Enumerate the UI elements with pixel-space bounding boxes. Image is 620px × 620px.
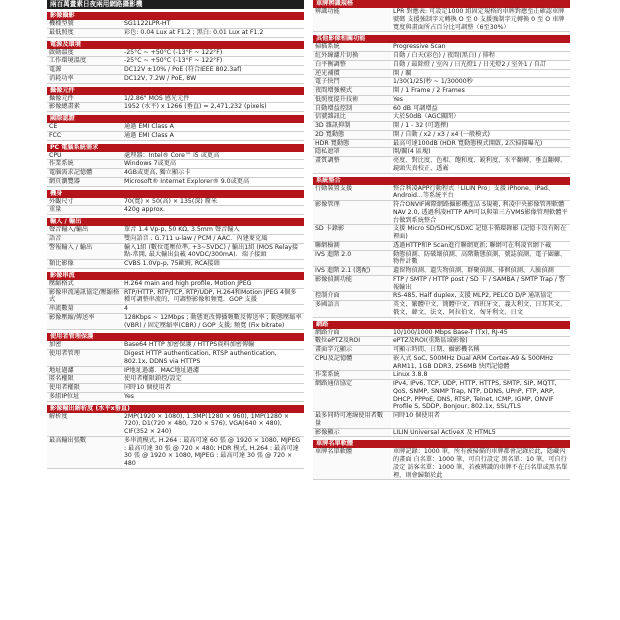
spec-label: 工作環境溫度 bbox=[47, 57, 122, 65]
spec-section bbox=[313, 321, 570, 438]
spec-section bbox=[47, 12, 304, 38]
section-header: 機身 bbox=[47, 190, 304, 198]
spec-row bbox=[47, 123, 304, 132]
spec-section bbox=[313, 35, 570, 173]
spec-value: RS-485, Half duplex, 支援 MLP2, PELCO D/P 通訊協定 bbox=[393, 292, 553, 300]
spec-label: 語音 bbox=[47, 235, 122, 243]
spec-value: DC12V ±10% / PoE (符合IEEE 802.3af) bbox=[124, 66, 242, 73]
spec-label: 最高輸出張數 bbox=[47, 437, 122, 468]
spec-value: -25°C ~ +50°C (-13°F ~ 122°F) bbox=[124, 48, 223, 56]
spec-label: 控制介面 bbox=[313, 292, 391, 300]
spec-label: 影像壓縮/傳送率 bbox=[47, 314, 122, 330]
spec-label: IVS 進階 2.1 (選配) bbox=[313, 267, 391, 275]
section-header: 車牌辨識規格 bbox=[313, 0, 570, 8]
spec-row bbox=[47, 29, 304, 38]
spec-row bbox=[313, 78, 570, 87]
spec-row bbox=[47, 66, 304, 75]
spec-row bbox=[313, 225, 570, 242]
section-header: 影像攝影 bbox=[47, 12, 304, 20]
spec-label: 地址過濾 bbox=[47, 367, 122, 375]
spec-label: 匿名權限 bbox=[47, 375, 122, 383]
spec-label: 重量 bbox=[47, 206, 122, 214]
spec-label: 辨識功能 bbox=[313, 8, 391, 31]
spec-row bbox=[313, 448, 570, 480]
spec-value: ePTZ及ROI(重點區域影像) bbox=[393, 337, 468, 345]
spec-label: 使用者管理 bbox=[47, 350, 122, 366]
spec-value: 車牌記錄：1000 筆，所有被掃描的車牌都會記錄於此，隱藏內的畫面 白名單：1000 筆，可自行設定 黑名單：10 筆，可自行設定 訪客名單：1000 筆，若被辨識的車牌不在白名單或黑名單裡，則會歸類於此 bbox=[393, 448, 568, 479]
spec-row bbox=[313, 157, 570, 174]
spec-value: 同時10 個使用者 bbox=[124, 384, 171, 391]
spec-row bbox=[47, 393, 304, 402]
spec-value: Base64 HTTP 加密保護 / HTTPS資料加密傳輸 bbox=[124, 341, 255, 349]
spec-value: 10/100/1000 Mbps Base-T (Tx), RJ-45 bbox=[393, 328, 508, 336]
spec-row bbox=[47, 95, 304, 104]
spec-label: 影像串流通訊協定/壓縮格式 bbox=[47, 289, 122, 305]
section-header: 系統整合 bbox=[313, 177, 570, 185]
spec-value: 4 bbox=[124, 305, 128, 312]
spec-label: 車牌名單軟體 bbox=[313, 448, 391, 479]
section-header: 影像輸出解析度 (水平x垂直) bbox=[47, 405, 304, 413]
spec-label: 3D 雜訊抑制 bbox=[313, 122, 391, 130]
left-column bbox=[47, 0, 304, 469]
spec-label: 使用者權限 bbox=[47, 384, 122, 392]
spec-row bbox=[47, 305, 304, 314]
spec-label: 網路通信協定 bbox=[313, 380, 391, 411]
spec-row bbox=[313, 355, 570, 372]
spec-value: 雙向語音 . G.711 u-law / PCM / AAC．內建麥克風 bbox=[124, 234, 268, 242]
spec-value: 大於50dB（AGC關閉） bbox=[393, 113, 460, 121]
spec-value: 可顯示時間、日期、攝影機名稱 bbox=[393, 346, 480, 353]
spec-value: 最高可達100dB (HDR 寬動態模式開啟, 2次掃描曝光) bbox=[393, 139, 543, 147]
spec-row bbox=[313, 105, 570, 114]
spec-row bbox=[47, 103, 304, 112]
spec-row bbox=[47, 152, 304, 161]
spec-label: 夜間增強模式 bbox=[313, 87, 391, 95]
spec-row bbox=[47, 341, 304, 350]
spec-value: Linux 3.8.8 bbox=[393, 371, 428, 379]
section-header: PC 電腦系統需求 bbox=[47, 144, 304, 152]
spec-value: 1952 (水平) x 1266 (垂直) = 2,471,232 (pixels) bbox=[124, 103, 267, 111]
spec-section bbox=[313, 0, 570, 32]
spec-value: 通過 EMI Class A bbox=[124, 131, 174, 139]
spec-value: 動態偵測、防破壞偵測、高階動態偵測、號誌偵測、電子圍籬、物件計數 bbox=[393, 250, 567, 266]
spec-value: IP地址過濾．MAC地址過濾 bbox=[124, 366, 200, 374]
spec-label: CPU及記憶體 bbox=[313, 355, 391, 371]
spec-row bbox=[47, 20, 304, 29]
spec-row bbox=[313, 346, 570, 355]
spec-label: 掃描系統 bbox=[313, 43, 391, 51]
spec-label: 電腦需求記憶體 bbox=[47, 169, 122, 177]
spec-row bbox=[313, 251, 570, 268]
spec-row bbox=[47, 206, 304, 215]
spec-label: 隱私遮罩 bbox=[313, 148, 391, 156]
spec-label: 畫面字元顯示 bbox=[313, 346, 391, 354]
spec-label: 啟動溫度 bbox=[47, 49, 122, 57]
spec-value: 自動 / 最除燈 / 室內 / 日光燈1 / 日光燈2 / 室外1 / 自訂 bbox=[393, 60, 547, 68]
left-spec-sections bbox=[47, 12, 304, 469]
spec-value: LPR 對應表: 可設定1000 組固定規格的車牌對應至正確認車牌號碼 支援強制字元轉換 O 至 0 支援強制字元轉換 0 至 O 車牌寬度與畫面所占百分比可調整（6至30%） bbox=[393, 8, 565, 31]
spec-row bbox=[47, 244, 304, 261]
spec-value: 1/2.86" MOS 感光元件 bbox=[124, 94, 190, 102]
spec-section bbox=[313, 177, 570, 318]
right-column bbox=[313, 0, 570, 480]
spec-value: 處理器：Intel® Core™ i5 或更高 bbox=[124, 151, 220, 159]
spec-label: 解析度 bbox=[47, 413, 122, 436]
spec-label: 白平衡調整 bbox=[313, 61, 391, 69]
spec-label: 低照度提升技術 bbox=[313, 96, 391, 104]
page-title: 兩百萬畫素日夜兩用網路攝影機 bbox=[47, 0, 304, 9]
spec-label: 影像顯示 bbox=[313, 429, 391, 437]
spec-value: Windows 7或更高 bbox=[124, 160, 177, 168]
spec-label: 消耗功率 bbox=[47, 75, 122, 83]
spec-label: 類比影像 bbox=[47, 260, 122, 268]
spec-value: -25°C ~ +50°C (-13°F ~ 122°F) bbox=[124, 57, 223, 65]
spec-row bbox=[47, 49, 304, 58]
spec-label: 電源 bbox=[47, 66, 122, 74]
spec-value: 開 / 1 - 32 (可選擇) bbox=[393, 122, 449, 129]
spec-row bbox=[47, 57, 304, 66]
spec-label: 行動裝置支援 bbox=[313, 185, 391, 201]
spec-row bbox=[313, 337, 570, 346]
spec-row bbox=[313, 140, 570, 149]
spec-value: 符合ONVIF國際網路攝影機產品 S規範, 利凌中央影像管理軟體 NAV 2.0, 透過利凌HTTP API可以與第三方VMS影像管理軟體平台做到系統整合 bbox=[393, 201, 568, 224]
spec-value: FTP / SMTP / HTTP post / SD 卡 / SAMBA / SMTP Trap / 警報輸出 bbox=[393, 275, 566, 291]
spec-row bbox=[313, 371, 570, 380]
spec-value: 自動 / 白天(彩色) / 夜間(黑白) / 排程 bbox=[393, 52, 495, 59]
spec-row bbox=[313, 380, 570, 412]
spec-label: 聲音輸入/輸出 bbox=[47, 226, 122, 234]
spec-row bbox=[313, 43, 570, 52]
right-spec-sections bbox=[313, 0, 570, 480]
spec-label: SD 卡錄影 bbox=[313, 225, 391, 241]
spec-row bbox=[313, 242, 570, 251]
spec-label: 多組IP位址 bbox=[47, 393, 122, 401]
spec-label: 網路介面 bbox=[313, 329, 391, 337]
spec-label: CE bbox=[47, 123, 122, 131]
spec-label: 警報輸入 / 輸出 bbox=[47, 244, 122, 260]
spec-row bbox=[313, 185, 570, 202]
spec-section bbox=[47, 41, 304, 84]
spec-value: 亮度、對比度、色相、飽和度、銳利度、水平翻轉、垂直翻轉、鏡頭失真校正、透霧 bbox=[393, 157, 567, 172]
spec-label: 最多同時可連線使用者數量 bbox=[313, 412, 391, 428]
spec-row bbox=[47, 375, 304, 384]
spec-section bbox=[47, 272, 304, 331]
spec-value: 2MP(1920 × 1080), 1.3MP(1280 × 960), 1MP(1280 × 720), D1(720 × 480, 720 × 576), VGA(640 × 480), CIF(352 × 240) bbox=[124, 412, 290, 435]
spec-section bbox=[47, 144, 304, 187]
spec-value: IPv4, IPv6, TCP, UDP, HTTP, HTTPS, SMTP, SIP, MQTT, QoS, SNMP, SNMP Trap, NTP, DDNS, UPnP, FTP, ARP, DHCP, PPPoE, DNS, RTSP, Telnet, ICMP, IGMP, ONVIF Profile S, SDDP, Bonjour, 802.1x, SSL/TLS bbox=[393, 380, 557, 411]
spec-label: 外觀尺寸 bbox=[47, 198, 122, 206]
section-header: 攝像元件 bbox=[47, 87, 304, 95]
spec-value: 輸入1組 (數位電壓位準, +3~5VDC) / 輸出1組 (MOS Relay接點-常開, 最大輸出負載 40VDC/300mA)．端子接頭 bbox=[124, 243, 299, 259]
spec-value: H.264 main and high profile, Motion JPEG bbox=[124, 279, 252, 287]
section-header: 國際認證 bbox=[47, 115, 304, 123]
spec-value: 128Kbps ~ 12Mbps ; 動態更改傳播頻數及傳送率 ; 動態壓縮率(VBR) / 固定壓縮率(CBR) / GOP 支援; 頻寬 (Fix bitrate) bbox=[124, 313, 302, 329]
spec-row bbox=[47, 384, 304, 393]
spec-label: 紅外線濾片切換 bbox=[313, 52, 391, 60]
spec-value: 使用者權限鎖控/設定 bbox=[124, 375, 182, 383]
spec-value: 開 / 自動 / x2 / x3 / x4 (一般模式) bbox=[393, 130, 490, 138]
spec-row bbox=[313, 148, 570, 157]
spec-value: 420g approx. bbox=[124, 206, 165, 214]
spec-row bbox=[47, 289, 304, 306]
spec-label: 最低照度 bbox=[47, 29, 122, 37]
spec-row bbox=[47, 226, 304, 235]
spec-value: 通過 EMI Class A bbox=[124, 123, 174, 130]
spec-label: 2D 寬動態 bbox=[313, 131, 391, 139]
spec-label: 影像管理 bbox=[313, 201, 391, 224]
spec-section bbox=[47, 115, 304, 141]
spec-value: 多串流模式, H.264 : 最高可達 60 張 @ 1920 × 1080, MJPEG : 最高可達 30 張 @ 720 × 480; HDR 模式, H.264 : 最高可達 30 張 @ 1920 × 1080, MJPEG : 最高可達 30 張 @ 720 × 480 bbox=[124, 436, 301, 467]
spec-label: 多國語言 bbox=[313, 301, 391, 317]
spec-value: Microsoft® Internet Explorer® 9.0或更高 bbox=[124, 177, 250, 185]
spec-value: 透過HTTP和P Scan進行聯網更新; 聯網可在利凌官網下載 bbox=[393, 241, 552, 249]
spec-row bbox=[313, 201, 570, 225]
spec-label: 加密 bbox=[47, 341, 122, 349]
spec-value: 1/30(1/25)秒 ~ 1/30000秒 bbox=[393, 78, 473, 86]
spec-label: 作業系統 bbox=[47, 160, 122, 168]
spec-row bbox=[47, 260, 304, 269]
spec-row bbox=[47, 169, 304, 178]
section-header: 電源及環境 bbox=[47, 41, 304, 49]
spec-value: Progressive Scan bbox=[393, 43, 446, 51]
spec-row bbox=[47, 198, 304, 207]
spec-label: 影像總畫素 bbox=[47, 103, 122, 111]
spec-row bbox=[47, 160, 304, 169]
spec-section bbox=[47, 333, 304, 401]
spec-row bbox=[313, 122, 570, 131]
spec-label: 逆光補償 bbox=[313, 70, 391, 78]
spec-value: 單音 1.4 Vp-p, 50 KΩ, 3.5mm 聲音輸入 bbox=[124, 226, 240, 233]
spec-row bbox=[313, 70, 570, 79]
spec-label: 網頁瀏覽器 bbox=[47, 178, 122, 186]
spec-section bbox=[313, 440, 570, 480]
spec-row bbox=[313, 8, 570, 32]
section-header: 輸入 / 輸出 bbox=[47, 218, 304, 226]
spec-label: 串流數量 bbox=[47, 305, 122, 313]
spec-row bbox=[47, 314, 304, 331]
spec-value: 60 dB 可調增益 bbox=[393, 104, 438, 112]
spec-row bbox=[313, 61, 570, 70]
section-header: 車牌名單軟體 bbox=[313, 440, 570, 448]
spec-value: 遺留物偵測、遺失物偵測、群聚偵測、徘徊偵測、人臉偵測 bbox=[393, 267, 554, 274]
spec-row bbox=[313, 113, 570, 122]
spec-label: 畫質調整 bbox=[313, 157, 391, 173]
spec-label: CPU bbox=[47, 152, 122, 160]
section-header: 影像串流 bbox=[47, 272, 304, 280]
spec-value: 開 / 關 bbox=[393, 69, 412, 77]
spec-value: 同時10 個使用者 bbox=[393, 412, 440, 419]
spec-value: 彩色: 0.04 Lux at F1.2 ; 黑白: 0.01 Lux at F1.2 bbox=[124, 28, 264, 36]
spec-value: 4GB或更高, 獨立顯示卡 bbox=[124, 169, 191, 176]
spec-label: 數位ePTZ及ROI bbox=[313, 337, 391, 345]
spec-label: 自動增益控制 bbox=[313, 105, 391, 113]
spec-value: LILIN Universal ActiveX 及 HTML5 bbox=[393, 428, 496, 436]
spec-value: 支援 Micro SD/SDHC/SDXC 記憶卡循環錄影 (記憶卡沒有附在裡面) bbox=[393, 225, 567, 240]
spec-value: 英文、繁體中文、簡體中文、西班牙文、義大利文、日耳其文、俄文、韓文、法文、阿拉伯文、匈牙利文、日文 bbox=[393, 301, 567, 316]
spec-label: 聯網檢測 bbox=[313, 242, 391, 250]
spec-label: IVS 進階 2.0 bbox=[313, 251, 391, 267]
spec-row bbox=[313, 52, 570, 61]
spec-row bbox=[313, 87, 570, 96]
spec-row bbox=[313, 292, 570, 301]
spec-row bbox=[313, 131, 570, 140]
spec-label: 信號雜訊比 bbox=[313, 113, 391, 121]
spec-value: 開/關(4 區塊) bbox=[393, 148, 431, 156]
spec-row bbox=[313, 267, 570, 276]
spec-value: CVBS 1.0Vp-p, 75歐姆, RCA接頭 bbox=[124, 260, 220, 267]
section-header: 使用者管理保護 bbox=[47, 333, 304, 341]
spec-row bbox=[47, 367, 304, 376]
spec-row bbox=[47, 350, 304, 367]
spec-row bbox=[313, 301, 570, 318]
spec-value: RTP/HTTP, RTP/TCP, RTP/UDP, H.264和Motion JPEG 4個多種可調整串流的，可調整影像和頻寬．GOP 支援 bbox=[124, 288, 297, 304]
spec-label: 壓縮格式 bbox=[47, 280, 122, 288]
spec-row bbox=[47, 178, 304, 187]
spec-value: Yes bbox=[124, 392, 134, 400]
spec-value: Digest HTTP authentication, RTSP authentication, 802.1x, DDNS via HTTPS bbox=[124, 350, 277, 365]
spec-label: 影像偵測功能 bbox=[313, 276, 391, 292]
spec-value: 開 / 1 Frame / 2 Frames bbox=[393, 87, 465, 94]
spec-row bbox=[47, 75, 304, 84]
spec-row bbox=[313, 276, 570, 293]
spec-row bbox=[47, 132, 304, 141]
section-header: 網路 bbox=[313, 321, 570, 329]
spec-row bbox=[313, 96, 570, 105]
spec-row bbox=[47, 437, 304, 469]
spec-section bbox=[47, 405, 304, 469]
spec-value: DC12V, 7.2W / PoE, 8W bbox=[124, 74, 197, 82]
spec-row bbox=[47, 235, 304, 244]
spec-value: 整合利凌APP行動程式「LILIN Pro」支援 iPhone、iPad、Android...等系統平台 bbox=[393, 184, 555, 200]
spec-value: 70(寬) × 50(高) × 135(深) 釐米 bbox=[124, 197, 218, 205]
spec-value: Yes bbox=[393, 95, 403, 103]
spec-label: 機種型號 bbox=[47, 20, 122, 28]
spec-label: HDR 寬動態 bbox=[313, 140, 391, 148]
spec-section bbox=[47, 218, 304, 269]
spec-row bbox=[313, 329, 570, 338]
spec-row bbox=[313, 412, 570, 429]
spec-label: 電子快門 bbox=[313, 78, 391, 86]
spec-row bbox=[47, 280, 304, 289]
spec-section bbox=[47, 190, 304, 216]
spec-value: SG1122LPR-HT bbox=[124, 20, 171, 27]
spec-label: 作業系統 bbox=[313, 371, 391, 379]
section-header: 其他影像相關功能 bbox=[313, 35, 570, 43]
spec-label: FCC bbox=[47, 132, 122, 140]
spec-row bbox=[47, 413, 304, 437]
spec-row bbox=[313, 429, 570, 438]
spec-section bbox=[47, 87, 304, 113]
spec-value: 嵌入式 SoC, 500MHz Dual ARM Cortex-A9 & 500MHz ARM11, 1GB DDR3, 256MB 快閃記憶體 bbox=[393, 354, 554, 370]
spec-label: 攝像元件 bbox=[47, 95, 122, 103]
